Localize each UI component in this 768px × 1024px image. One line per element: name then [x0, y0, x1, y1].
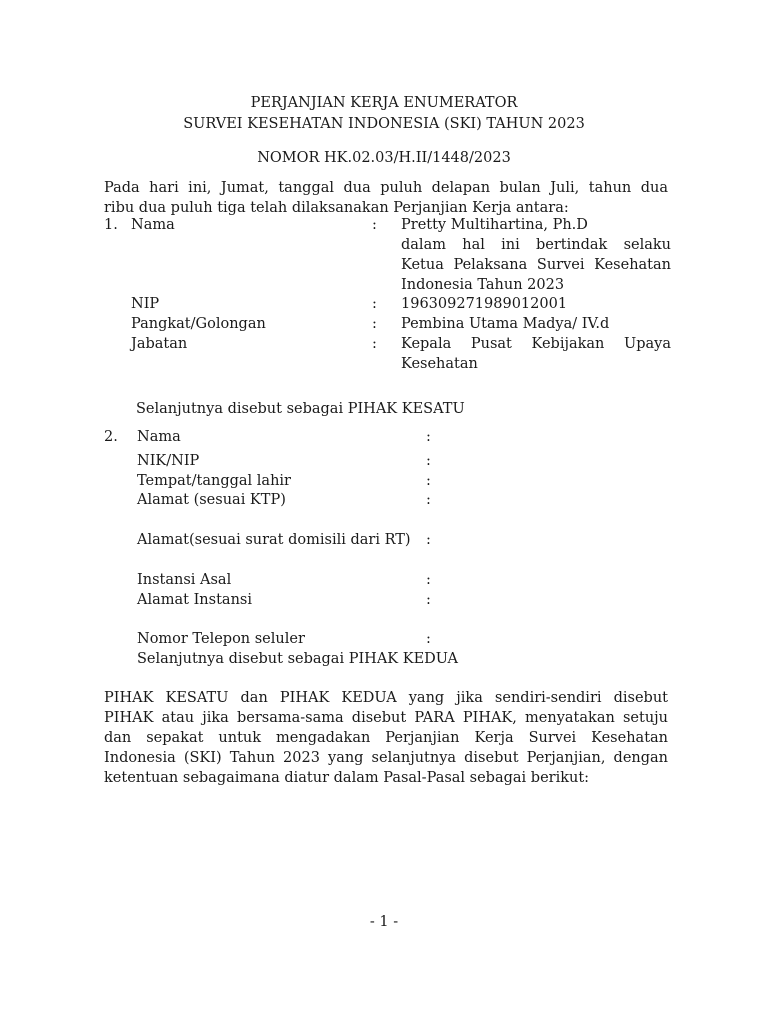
page-number: - 1 -: [369, 914, 399, 930]
party2-field-colon: :: [426, 473, 431, 489]
party2-field-colon: :: [426, 532, 431, 548]
party1-position-value: Kesehatan: [401, 356, 478, 372]
party1-name-colon: :: [372, 217, 377, 233]
party2-number: 2.: [104, 429, 118, 445]
party2-field-label: Alamat Instansi: [137, 592, 252, 608]
party2-field-colon: :: [426, 572, 431, 588]
party2-field-label: Alamat(sesuai surat domisili dari RT): [137, 532, 411, 548]
party1-number: 1.: [104, 217, 118, 233]
party2-designation: Selanjutnya disebut sebagai PIHAK KEDUA: [137, 651, 459, 667]
intro-line: ribu dua puluh tiga telah dilaksanakan Perjanjian Kerja antara:: [104, 200, 569, 216]
agreement-line: PIHAK KESATU dan PIHAK KEDUA yang jika sendiri-sendiri disebut: [104, 690, 668, 706]
agreement-line: Indonesia (SKI) Tahun 2023 yang selanjutnya disebut Perjanjian, dengan: [104, 750, 668, 766]
party2-field-colon: :: [426, 492, 431, 508]
party2-field-label: NIK/NIP: [137, 453, 200, 469]
party1-role-line: Ketua Pelaksana Survei Kesehatan: [401, 257, 671, 273]
intro-line: Pada hari ini, Jumat, tanggal dua puluh delapan bulan Juli, tahun dua: [104, 180, 668, 196]
agreement-line: ketentuan sebagaimana diatur dalam Pasal-Pasal sebagai berikut:: [104, 770, 590, 786]
party2-field-colon: :: [426, 631, 431, 647]
party1-name-label: Nama: [131, 217, 175, 233]
party1-position-value: Kepala Pusat Kebijakan Upaya: [401, 336, 671, 352]
party1-nip-colon: :: [372, 296, 377, 312]
party1-position-label: Jabatan: [131, 336, 188, 352]
party2-field-colon: :: [426, 429, 431, 445]
party1-nip-label: NIP: [131, 296, 160, 312]
party2-field-label: Tempat/tanggal lahir: [137, 473, 291, 489]
party2-field-label: Instansi Asal: [137, 572, 232, 588]
party1-designation: Selanjutnya disebut sebagai PIHAK KESATU: [136, 401, 465, 417]
party2-field-label: Nama: [137, 429, 181, 445]
party2-field-label: Nomor Telepon seluler: [137, 631, 305, 647]
party1-rank-colon: :: [372, 316, 377, 332]
agreement-line: PIHAK atau jika bersama-sama disebut PARA PIHAK, menyatakan setuju: [104, 710, 668, 726]
party2-field-label: Alamat (sesuai KTP): [137, 492, 286, 508]
agreement-line: dan sepakat untuk mengadakan Perjanjian Kerja Survei Kesehatan: [104, 730, 668, 746]
party2-field-colon: :: [426, 453, 431, 469]
party2-field-colon: :: [426, 592, 431, 608]
intro-paragraph: [104, 178, 668, 218]
party1-rank-label: Pangkat/Golongan: [131, 316, 266, 332]
doc-number: NOMOR HK.02.03/H.II/1448/2023: [257, 150, 511, 166]
party1-name-value: Pretty Multihartina, Ph.D: [401, 217, 588, 233]
doc-title-line1: PERJANJIAN KERJA ENUMERATOR: [250, 95, 518, 111]
agreement-paragraph: [104, 688, 668, 788]
party1-rank-value: Pembina Utama Madya/ IV.d: [401, 316, 610, 332]
party1-role-line: Indonesia Tahun 2023: [401, 277, 565, 293]
party1-role-line: dalam hal ini bertindak selaku: [401, 237, 671, 253]
party1-nip-value: 196309271989012001: [401, 296, 568, 312]
doc-title-line2: SURVEI KESEHATAN INDONESIA (SKI) TAHUN 2023: [183, 116, 585, 132]
party1-position-colon: :: [372, 336, 377, 352]
